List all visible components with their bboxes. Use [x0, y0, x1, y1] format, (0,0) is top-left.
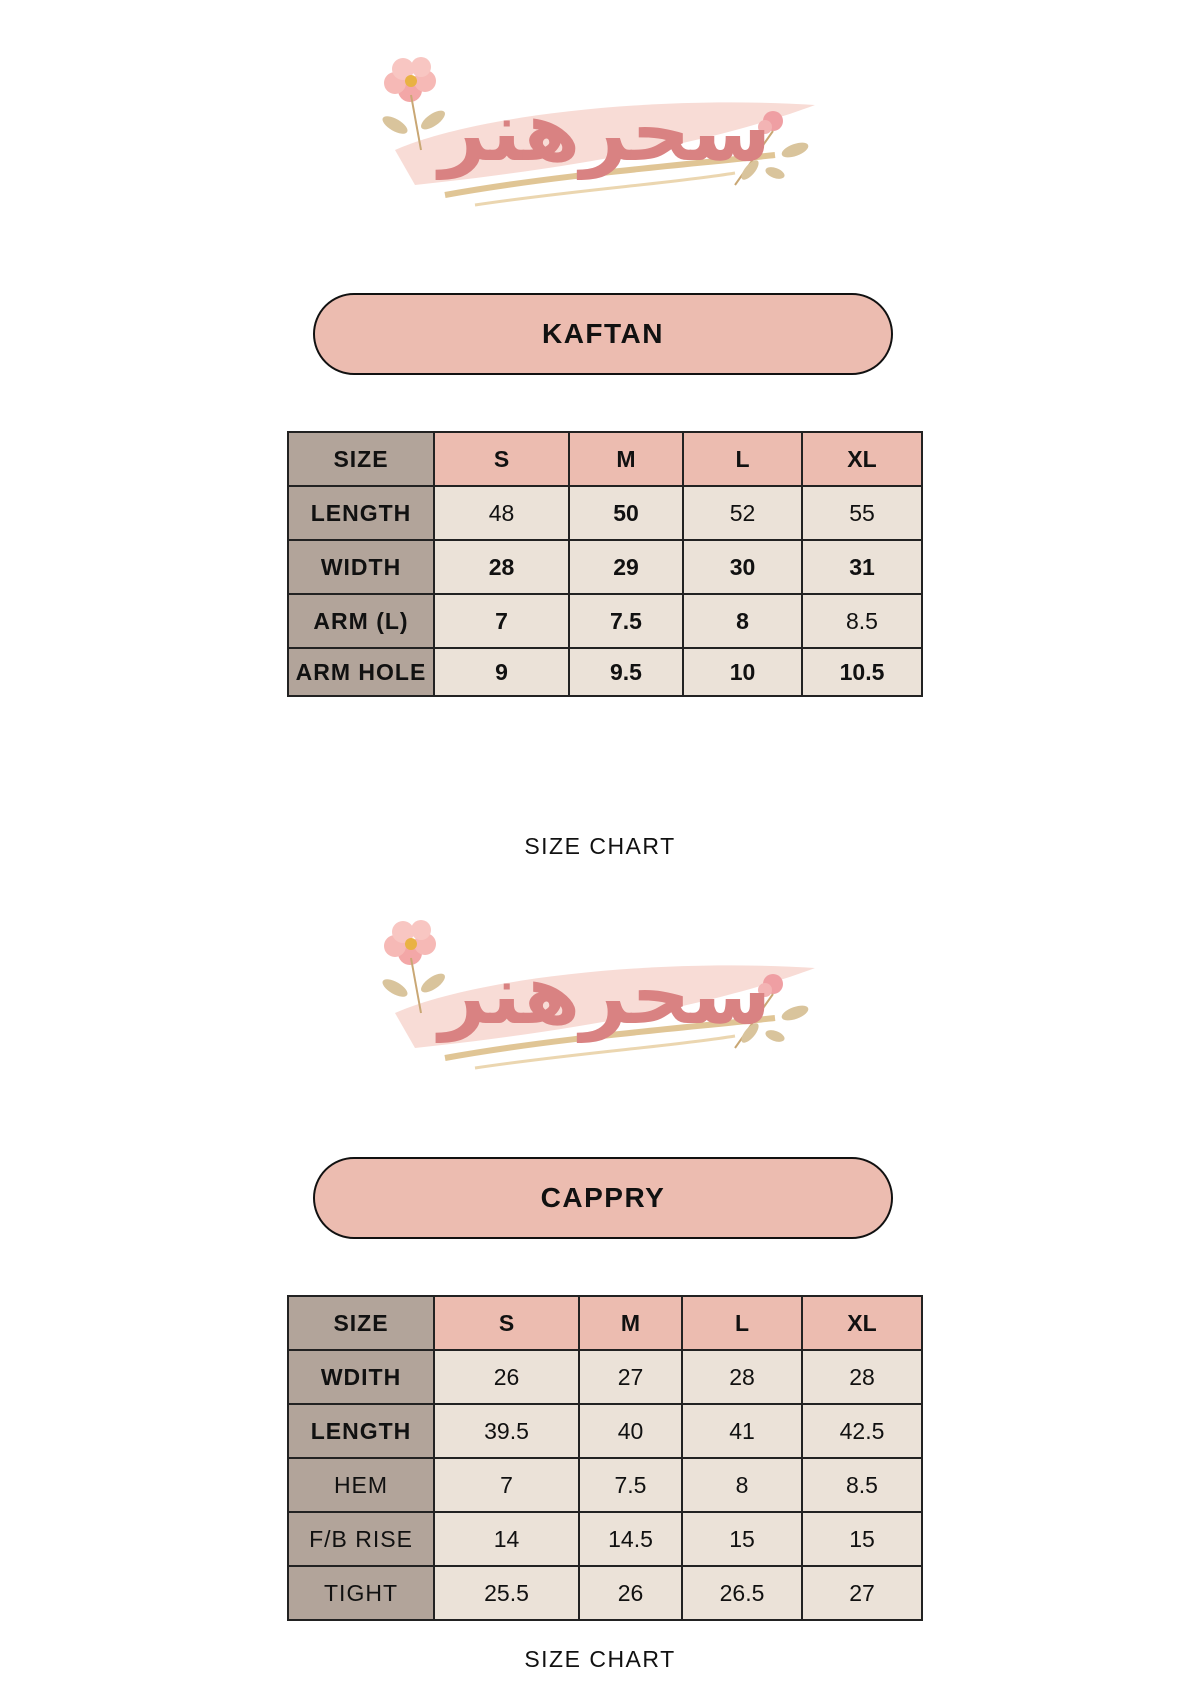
table-cell: 14.5 — [579, 1512, 682, 1566]
table-cell: 26.5 — [682, 1566, 802, 1620]
table-header-cell: S — [434, 432, 569, 486]
table-cell: 28 — [682, 1350, 802, 1404]
table-header-row — [288, 1296, 922, 1350]
table-cell: 31 — [802, 540, 922, 594]
table-cell: 9.5 — [569, 648, 683, 696]
table-cell: 15 — [802, 1512, 922, 1566]
table-header-cell: S — [434, 1296, 579, 1350]
table-cell: 7.5 — [569, 594, 683, 648]
table-cell: 14 — [434, 1512, 579, 1566]
table-row — [288, 540, 922, 594]
row-label: F/B RISE — [288, 1512, 434, 1566]
kaftan-size-table — [287, 431, 923, 697]
table-header-cell: SIZE — [288, 432, 434, 486]
table-cell: 55 — [802, 486, 922, 540]
kaftan-title: KAFTAN — [541, 318, 664, 349]
table-header-cell: M — [579, 1296, 682, 1350]
table-cell: 8 — [682, 1458, 802, 1512]
table-cell: 8.5 — [802, 1458, 922, 1512]
table-cell: 25.5 — [434, 1566, 579, 1620]
table-cell: 40 — [579, 1404, 682, 1458]
cappry-caption: SIZE CHART — [524, 1646, 676, 1672]
table-row — [288, 1350, 922, 1404]
table-cell: 39.5 — [434, 1404, 579, 1458]
row-label: ARM (L) — [288, 594, 434, 648]
table-cell: 50 — [569, 486, 683, 540]
table-header-cell: SIZE — [288, 1296, 434, 1350]
table-row — [288, 1566, 922, 1620]
table-cell: 41 — [682, 1404, 802, 1458]
row-label: LENGTH — [288, 486, 434, 540]
logo-text: سحرهنر — [438, 948, 772, 1043]
table-cell: 42.5 — [802, 1404, 922, 1458]
table-cell: 9 — [434, 648, 569, 696]
brand-logo-graphic — [355, 918, 855, 1088]
kaftan-caption: SIZE CHART — [524, 833, 676, 859]
table-cell: 10.5 — [802, 648, 922, 696]
table-cell: 48 — [434, 486, 569, 540]
brand-logo — [355, 55, 855, 225]
table-header-cell: XL — [802, 1296, 922, 1350]
logo-text: سحرهنر — [438, 85, 772, 180]
table-row — [288, 1512, 922, 1566]
table-cell: 29 — [569, 540, 683, 594]
table-cell: 30 — [683, 540, 802, 594]
table-row — [288, 1458, 922, 1512]
row-label: HEM — [288, 1458, 434, 1512]
table-cell: 26 — [579, 1566, 682, 1620]
table-cell: 27 — [802, 1566, 922, 1620]
table-cell: 28 — [434, 540, 569, 594]
table-cell: 27 — [579, 1350, 682, 1404]
table-header-cell: XL — [802, 432, 922, 486]
row-label: ARM HOLE — [288, 648, 434, 696]
table-row — [288, 486, 922, 540]
brand-logo-graphic — [355, 55, 855, 225]
kaftan-title-banner — [313, 293, 893, 375]
table-cell: 7 — [434, 594, 569, 648]
table-header-cell: L — [683, 432, 802, 486]
table-header-row — [288, 432, 922, 486]
table-cell: 15 — [682, 1512, 802, 1566]
cappry-size-table — [287, 1295, 923, 1621]
table-cell: 7 — [434, 1458, 579, 1512]
table-row — [288, 1404, 922, 1458]
table-cell: 26 — [434, 1350, 579, 1404]
row-label: WDITH — [288, 1350, 434, 1404]
table-cell: 8.5 — [802, 594, 922, 648]
row-label: WIDTH — [288, 540, 434, 594]
table-header-cell: L — [682, 1296, 802, 1350]
table-cell: 8 — [683, 594, 802, 648]
table-row — [288, 594, 922, 648]
brand-logo — [355, 918, 855, 1088]
row-label: LENGTH — [288, 1404, 434, 1458]
table-cell: 28 — [802, 1350, 922, 1404]
cappry-title: CAPPRY — [540, 1182, 666, 1213]
table-cell: 7.5 — [579, 1458, 682, 1512]
table-cell: 52 — [683, 486, 802, 540]
table-cell: 10 — [683, 648, 802, 696]
table-header-cell: M — [569, 432, 683, 486]
cappry-title-banner — [313, 1157, 893, 1239]
table-row — [288, 648, 922, 696]
row-label: TIGHT — [288, 1566, 434, 1620]
